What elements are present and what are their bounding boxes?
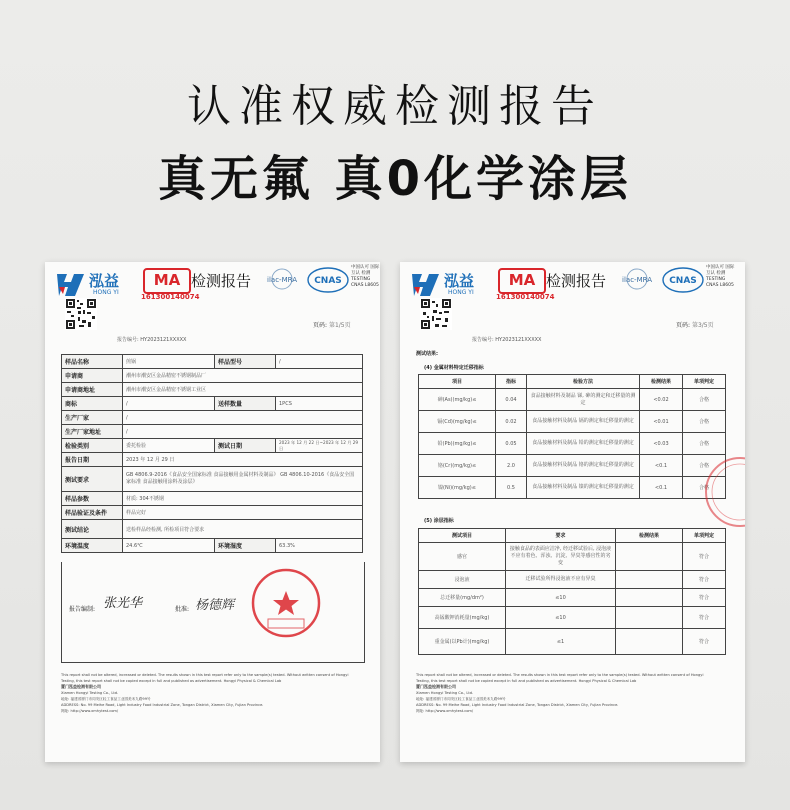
report-number: 报告编号: HY2023121XXXXX (472, 337, 542, 343)
report-footer: This report shall not be altered, increased or deleted. The results shown in this test report refer only to the sample(s) tested. Without written consent of Hongyi Testing, this test report shall not be copied except in full and published as advertisement. Hongyi Physical & Chemical Lab 厦门泓益检测有限公司 Xiamen Hongyi Testing Co., Ltd. 地址: 福建省厦门市同安区轻工食品工业园美禾九路99号 ADDRESS: No. 99 Meihe Road, Light Industry Food Industrial Zone, Tongan District, Xiamen City, Fujian Province. 网址: http://www.xmhytest.com/ (416, 673, 704, 713)
svg-text:ilac-MRA: ilac-MRA (622, 276, 652, 284)
accreditation-note: 中国认可 国际互认 检测 TESTING CNAS L8605 (706, 265, 735, 288)
accreditation-note: 中国认可 国际互认 检测 TESTING CNAS L8605 (351, 265, 380, 288)
report-sheet-cover (45, 262, 380, 762)
table-row: 浸泡液 迁移试验所得浸泡液不应有异臭 符合 (419, 571, 726, 589)
official-seal-icon (250, 567, 322, 639)
table-row: 铅(Pb)(mg/kg)≤ 0.05 食品接触材料及制品 铅的测定和迁移量的测定 <0.03 合格 (419, 433, 726, 455)
table-row: 感官 接触食品的表面应洁净, 经迁移试验后, 浸泡液不应有着色、浑浊、沉淀、异臭等感官性的劣变 符合 (419, 543, 726, 571)
table-row: 环境温度 24.6℃ 环境湿度 63.3% (62, 539, 363, 553)
hongyi-logo (55, 270, 145, 300)
table-row: 生产厂家地址 / (62, 425, 363, 439)
coating-index-title: (5) 涂层指标 (424, 518, 454, 524)
table-header-row: 项目 指标 检验方法 检测结果 单项判定 (419, 375, 726, 389)
page-seam-seal-icon (700, 452, 745, 532)
brand-name-cn: 泓益 (89, 272, 120, 290)
results-label: 测试结果: (416, 351, 438, 357)
ma-badge (498, 268, 546, 294)
table-row: 报告日期 2023 年 12 月 29 日 (62, 453, 363, 467)
report-maker-label: 报告编制: (69, 606, 96, 613)
ma-number: 161300140074 (141, 293, 200, 301)
table-row: 检验类别 委托检验 测试日期 2023 年 12 月 22 日~2023 年 12 月 29 日 (62, 439, 363, 453)
table-row: 铬(Cr)(mg/kg)≤ 2.0 食品接触材料及制品 铬的测定和迁移量的测定 <0.1 合格 (419, 455, 726, 477)
report-sheet-results (400, 262, 745, 762)
qr-code-icon (65, 298, 97, 330)
table-row: 镉(Cd)(mg/kg)≤ 0.02 食品接触材料及制品 镉的测定和迁移量的测定 <0.01 合格 (419, 411, 726, 433)
report-maker-signature: 张光华 (103, 596, 143, 611)
metal-migration-title: (4) 金属材料特定迁移指标 (424, 365, 484, 371)
hongyi-logo (410, 270, 500, 300)
table-row: 高锰酸钾消耗量(mg/kg) ≤10 符合 (419, 607, 726, 629)
table-row: 总迁移量(mg/dm²) ≤10 符合 (419, 589, 726, 607)
table-header-row: 测试项目 要求 检测结果 单项判定 (419, 529, 726, 543)
table-row: 商标 / 送样数量 1PCS (62, 397, 363, 411)
page-number: 页码: 第3/5页 (676, 322, 714, 329)
page-number: 页码: 第1/5页 (313, 322, 351, 329)
headline-subtitle: 真无氟 真0化学涂层 (157, 151, 633, 207)
report-title: 检测报告 (191, 272, 252, 290)
ma-label: MA (508, 271, 536, 289)
ilac-mra-logo (263, 268, 301, 292)
table-row: 测试结论 送检样品经检测, 所检项目符合要求 (62, 520, 363, 539)
brand-name-cn: 泓益 (444, 272, 475, 290)
table-row: 测试要求 GB 4806.9-2016《食品安全国家标准 食品接触用金属材料及制品》 GB 4806.10-2016《食品安全国家标准 食品接触用涂料及涂层》 (62, 467, 363, 492)
table-row: 申请商地址 潮州市潮安区金品精密不锈钢工业区 (62, 383, 363, 397)
ma-badge (143, 268, 191, 294)
hongyi-logo-icon (410, 270, 444, 298)
table-row: 砷(As)(mg/kg)≤ 0.04 食品接触材料及制品 锑, 砷的测定和迁移量的测定 <0.02 合格 (419, 389, 726, 411)
coating-index-table (418, 528, 726, 655)
qr-code-icon (420, 298, 452, 330)
ilac-mra-logo (618, 268, 656, 292)
sample-info-table (61, 354, 363, 553)
cnas-logo (307, 267, 349, 293)
ma-number: 161300140074 (496, 293, 555, 301)
hongyi-logo-icon (55, 270, 89, 298)
svg-text:CNAS: CNAS (669, 276, 697, 286)
table-row: 生产厂家 / (62, 411, 363, 425)
report-footer: This report shall not be altered, increased or deleted. The results shown in this test report refer only to the sample(s) tested. Without written consent of Hongyi Testing, this test report shall not be copied except in full and published as advertisement. Hongyi Physical & Chemical Lab 厦门泓益检测有限公司 Xiamen Hongyi Testing Co., Ltd. 地址: 福建省厦门市同安区轻工食品工业园美禾九路99号 ADDRESS: No. 99 Meihe Road, Light Industry Food Industrial Zone, Tongan District, Xiamen City, Fujian Province. 网址: http://www.xmhytest.com/ (61, 673, 349, 713)
headline-title: 认准权威检测报告 (187, 81, 603, 132)
table-row: 样品名称 煎锅 样品型号 / (62, 355, 363, 369)
ma-label: MA (153, 271, 181, 289)
metal-migration-table (418, 374, 726, 499)
table-row: 镍(Ni)(mg/kg)≤ 0.5 食品接触材料及制品 镍的测定和迁移量的测定 <0.1 合格 (419, 477, 726, 499)
approver-label: 批准: (175, 606, 190, 613)
table-row: 重金属(以Pb计)(mg/kg) ≤1 符合 (419, 629, 726, 655)
table-row: 样品参数 材质: 304不锈钢 (62, 492, 363, 506)
approver-signature: 杨德辉 (195, 598, 235, 613)
cnas-label: CNAS (314, 276, 342, 286)
table-row: 申请商 潮州市潮安区金品精密不锈钢制品厂 (62, 369, 363, 383)
table-row: 样品验证及条件 样品完好 (62, 506, 363, 520)
report-number: 报告编号: HY2023121XXXXX (117, 337, 187, 343)
brand-name-en: HONG YI (93, 289, 119, 296)
cnas-logo (662, 267, 704, 293)
report-title: 检测报告 (546, 272, 607, 290)
ilac-label: ilac-MRA (267, 276, 297, 284)
brand-name-en: HONG YI (448, 289, 474, 296)
